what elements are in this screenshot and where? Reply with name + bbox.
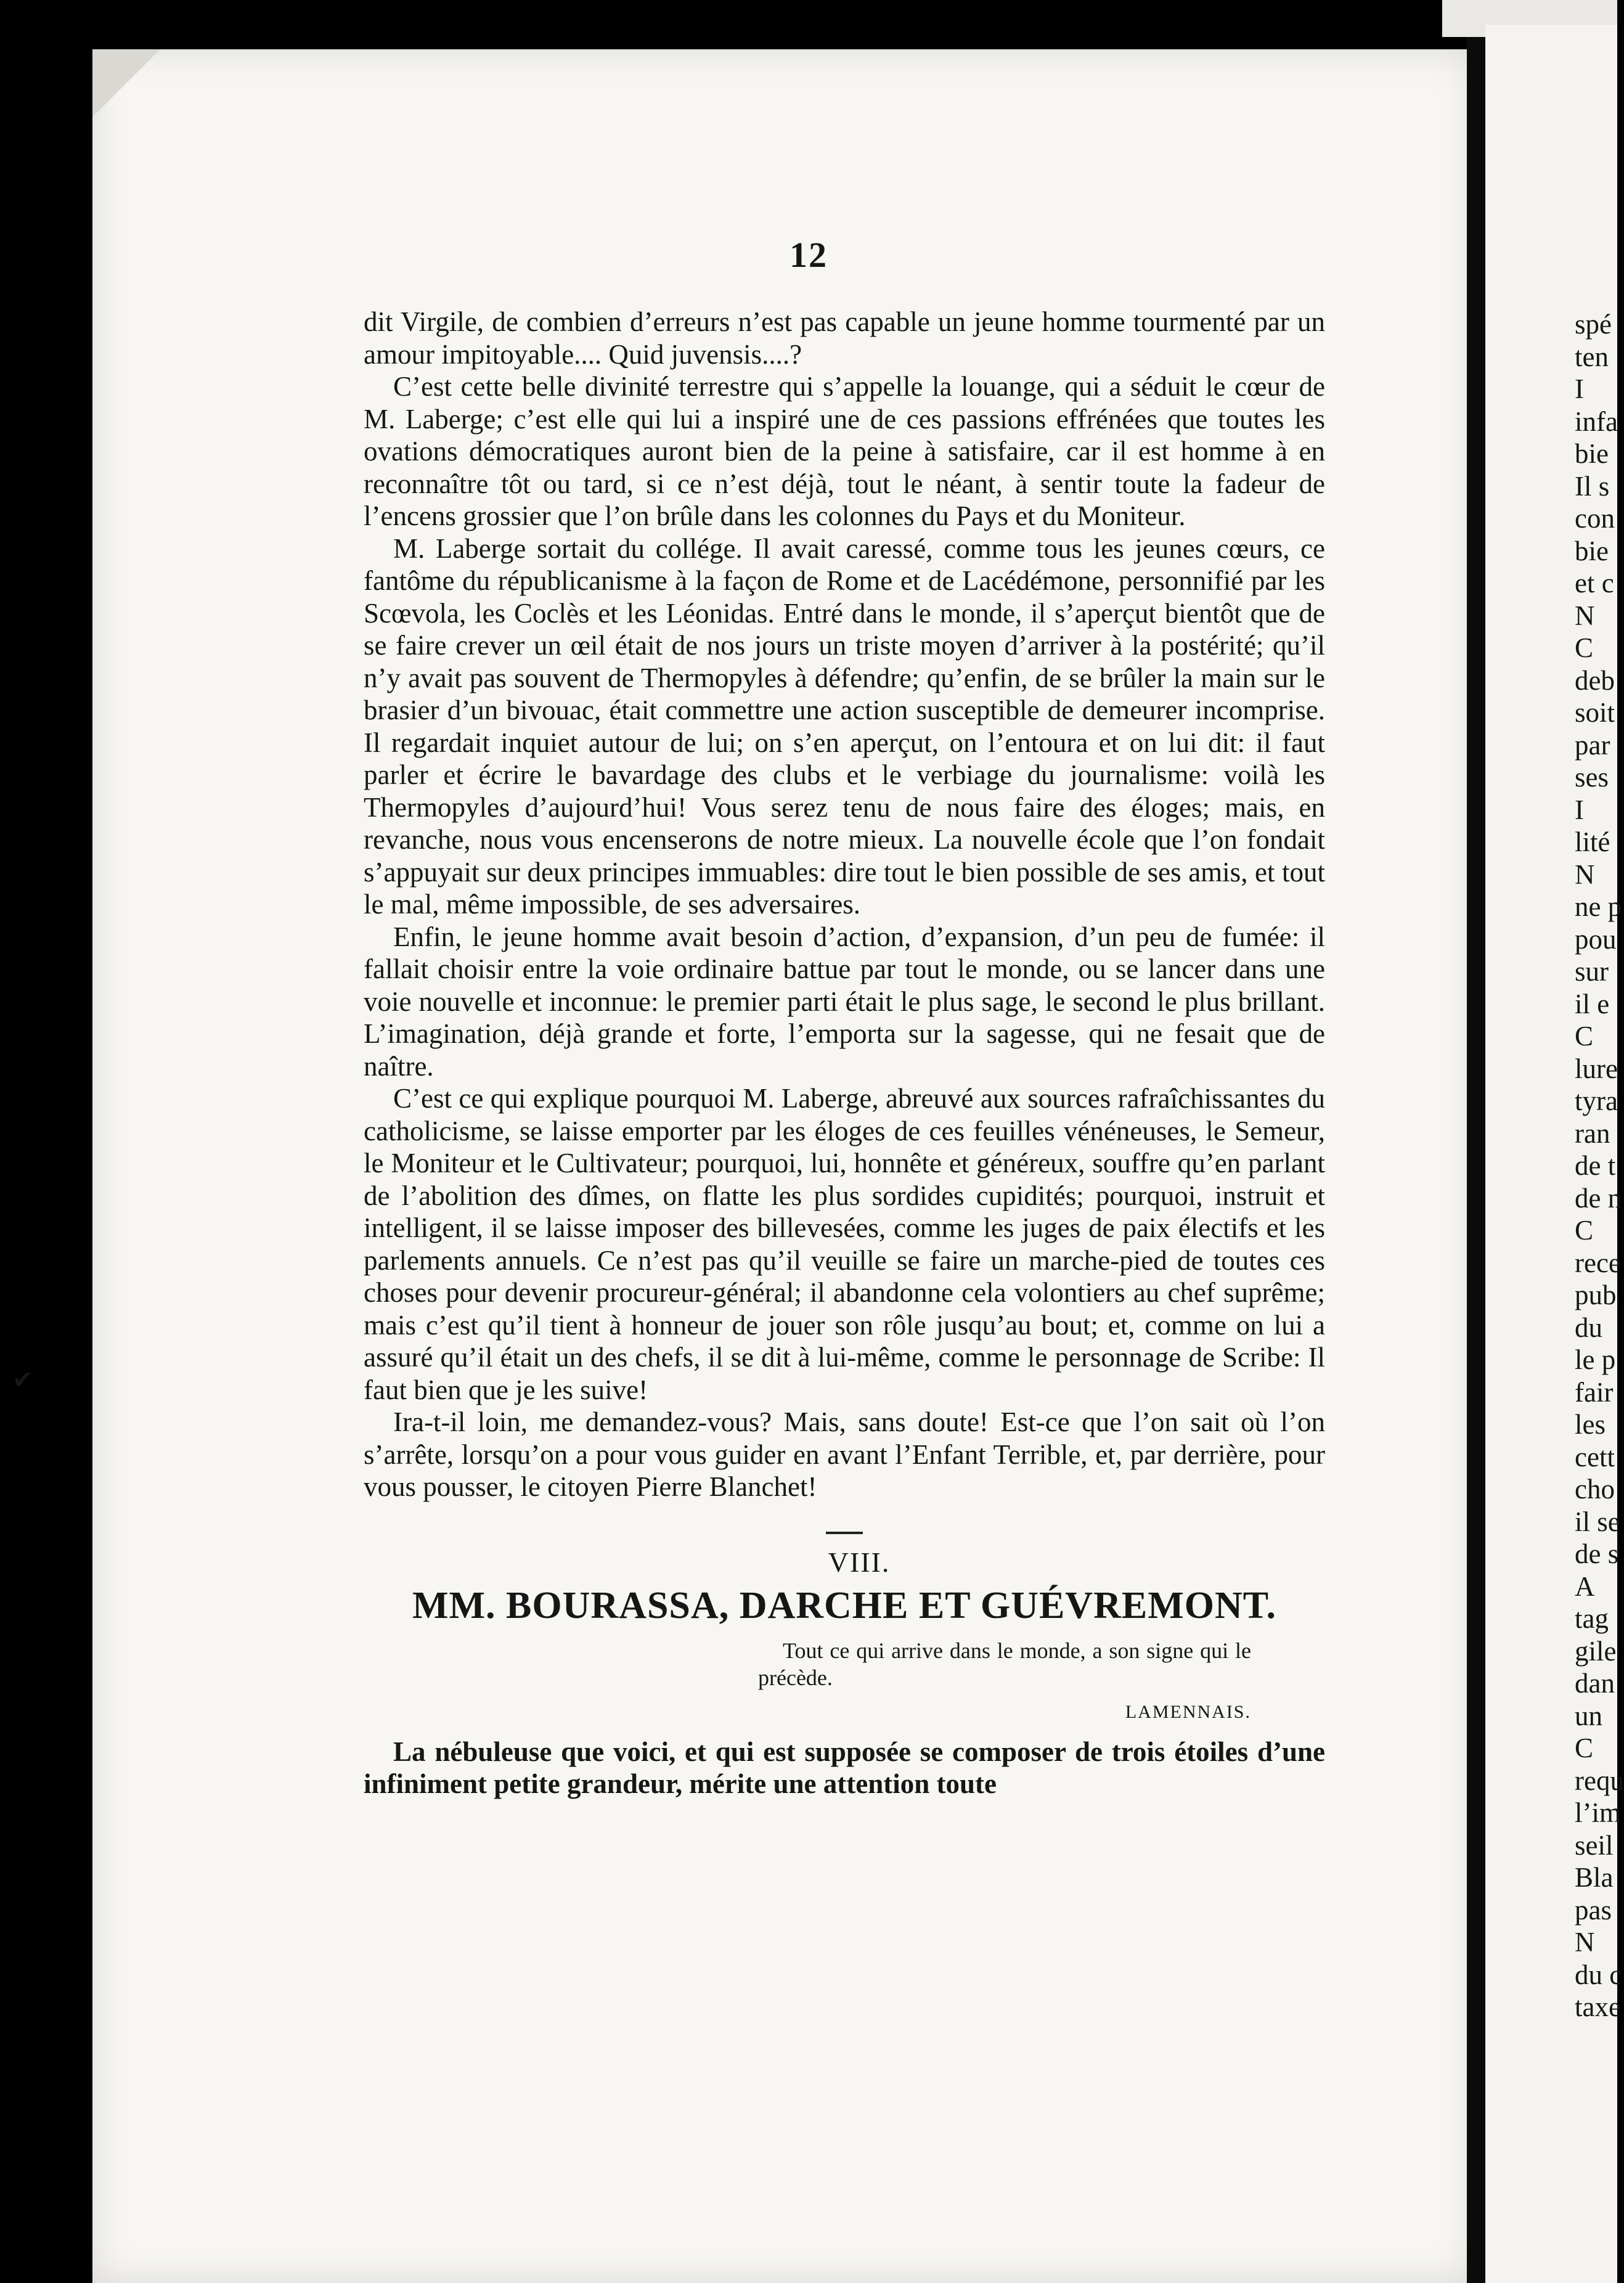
right-page-line-fragment: les xyxy=(1575,1409,1606,1440)
right-page-line-fragment: bie xyxy=(1575,438,1609,469)
epigraph-author: LAMENNAIS. xyxy=(1125,1701,1251,1722)
right-page-line-fragment: ses xyxy=(1575,762,1609,793)
right-page-line-fragment: C xyxy=(1575,1733,1594,1763)
right-page-line-fragment: spé xyxy=(1575,309,1612,340)
right-page-line-fragment: il se xyxy=(1575,1506,1620,1537)
section-number: VIII. xyxy=(828,1546,891,1578)
right-page-line-fragment: N xyxy=(1575,1927,1595,1958)
right-page-line-fragment: N xyxy=(1575,600,1595,631)
right-page-line-fragment: tag xyxy=(1575,1603,1609,1634)
right-page-line-fragment: ran xyxy=(1575,1117,1610,1149)
right-page-line-fragment: par xyxy=(1575,729,1610,761)
right-page-line-fragment: et c xyxy=(1575,568,1614,598)
paragraph: Enfin, le jeune homme avait besoin d’action, d’expansion, d’un peu de fumée: il fallait choisir entre la voie ordinaire battue par tout le monde, ou se lancer dans une voie nouvelle et inconnue: le premier parti était le plus sage, le second le plus brillant. L’imagination, déjà grande et forte, l’emporta sur la sagesse, qui ne fesait que de naître. xyxy=(364,921,1325,1082)
right-page-line-fragment: lure xyxy=(1575,1053,1618,1084)
page-corner-fold xyxy=(92,49,160,117)
right-page-line-fragment: il e xyxy=(1575,988,1610,1019)
right-page-line-fragment: pas xyxy=(1575,1894,1612,1926)
right-page-line-fragment: dan xyxy=(1575,1668,1615,1699)
right-page-line-fragment: du xyxy=(1575,1312,1602,1343)
right-page-line-fragment: N xyxy=(1575,859,1595,890)
right-page-line-fragment: I xyxy=(1575,794,1584,825)
section-title: MM. BOURASSA, DARCHE ET GUÉVREMONT. xyxy=(412,1585,1276,1627)
right-page-line-fragment: rece xyxy=(1575,1247,1621,1278)
right-page-line-fragment: de t xyxy=(1575,1150,1616,1181)
right-page-line-fragment: un xyxy=(1575,1700,1602,1731)
paragraph: M. Laberge sortait du collége. Il avait caressé, comme tous les jeunes cœurs, ce fantôme du républicanisme à la façon de Rome et de Lacédémone, personnifié par les Scœvola, les Coclès et les Léonidas. Entré dans le monde, il s’aperçut bientôt que de se faire crever un œil était de nos jours un triste moyen d’arriver à la postérité; qu’il n’y avait pas souvent de Thermopyles à défendre; qu’enfin, de se brûler la main sur le brasier d’un bivouac, était commettre une action susceptible de demeurer incomprise. Il regardait inquiet autour de lui; on s’en aperçut, on l’entoura et on lui dit: il faut parler et écrire le bavardage des clubs et le verbiage du journalisme: voilà les Thermopyles d’aujourd’hui! Vous serez tenu de nous faire des éloges; mais, en revanche, nous vous encenserons de notre mieux. La nouvelle école que l’on fondait s’appuyait sur deux principes immuables: dire tout le bien possible de ses amis, et tout le mal, même impossible, de ses adversaires. xyxy=(364,533,1325,920)
paragraph: Ira-t-il loin, me demandez-vous? Mais, sans doute! Est-ce que l’on sait où l’on s’arrête, lorsqu’on a pour vous guider en avant l’Enfant Terrible, et, par derrière, pour vous pousser, le citoyen Pierre Blanchet! xyxy=(364,1407,1325,1502)
right-page-line-fragment: Bla xyxy=(1575,1862,1614,1893)
right-page-text-fragments xyxy=(1575,308,1624,2024)
right-page-line-fragment: seil xyxy=(1575,1829,1614,1861)
right-page-line-fragment: C xyxy=(1575,1215,1594,1246)
right-page-line-fragment: gile xyxy=(1575,1635,1617,1667)
right-page-line-fragment: pou xyxy=(1575,923,1617,955)
right-page-line-fragment: du c xyxy=(1575,1959,1622,1990)
right-page-line-fragment: requ xyxy=(1575,1765,1624,1796)
section-divider xyxy=(826,1532,863,1534)
paragraph: C’est ce qui explique pourquoi M. Laberge, abreuvé aux sources rafraîchissantes du catholicisme, se laisse emporter par les éloges de ces feuilles vénéneuses, le Semeur, le Moniteur et le Cultivateur; pourquoi, lui, honnête et généreux, souffre qu’en parlant de l’abolition des dîmes, on flatte les plus sordides cupidités; pourquoi, instruit et intelligent, il se laisse imposer des billevesées, comme les juges de paix électifs et les parlements annuels. Ce n’est pas qu’il veuille se faire un marche-pied de toutes ces choses pour devenir procureur-général; il abandonne cela volontiers au chef suprême; mais c’est qu’il tient à honneur de jouer son rôle jusqu’au bout; et, comme on lui a assuré qu’il était un des chefs, il se dit à lui-même, comme le personnage de Scribe: Il faut bien que je les suive! xyxy=(364,1083,1325,1405)
right-page-line-fragment: A xyxy=(1575,1570,1595,1602)
right-page-line-fragment: cett xyxy=(1575,1441,1615,1472)
right-page-line-fragment: C xyxy=(1575,632,1594,663)
right-page-line-fragment: taxe xyxy=(1575,1991,1621,2022)
right-page-line-fragment: cho xyxy=(1575,1474,1615,1505)
right-page-line-fragment: infa xyxy=(1575,406,1618,437)
right-page-line-fragment: sur xyxy=(1575,956,1609,987)
right-page-line-fragment: fair xyxy=(1575,1376,1614,1408)
page-number: 12 xyxy=(790,235,828,275)
epigraph xyxy=(758,1637,1251,1726)
right-page-line-fragment: tyra xyxy=(1575,1085,1618,1116)
right-page-line-fragment: bie xyxy=(1575,535,1609,566)
right-page-line-fragment: de s xyxy=(1575,1538,1619,1569)
right-page-line-fragment: con xyxy=(1575,503,1615,534)
right-page-line-fragment: le p xyxy=(1575,1344,1616,1375)
right-page-line-fragment: deb xyxy=(1575,664,1615,696)
main-text-column xyxy=(364,306,1325,1800)
closing-paragraph: La nébuleuse que voici, et qui est supposée se composer de trois étoiles d’une infiniment petite grandeur, mérite une attention toute xyxy=(364,1736,1325,1799)
right-page-line-fragment: soit xyxy=(1575,697,1615,728)
right-page-line-fragment: de n xyxy=(1575,1182,1622,1214)
right-page-line-fragment: ne p xyxy=(1575,891,1622,922)
right-page-line-fragment: l’im xyxy=(1575,1797,1621,1828)
right-page-line-fragment: lité xyxy=(1575,827,1610,857)
right-page-line-fragment: C xyxy=(1575,1021,1594,1052)
right-page-line-fragment: pub xyxy=(1575,1280,1617,1310)
epigraph-text: Tout ce qui arrive dans le monde, a son signe qui le précède. xyxy=(758,1638,1251,1690)
right-page-line-fragment: Il s xyxy=(1575,470,1610,502)
paragraph: C’est cette belle divinité terrestre qui s’appelle la louange, qui a séduit le cœur de M. Laberge; c’est elle qui lui a inspiré une de ces passions effrénées que toutes les ovations démocratiques auront bien de la peine à satisfaire, car il est homme à en reconnaître tôt ou tard, si ce n’est déjà, tout le néant, à sentir toute la fadeur de l’encens grossier que l’on brûle dans les colonnes du Pays et du Moniteur. xyxy=(364,371,1325,531)
paragraph: dit Virgile, de combien d’erreurs n’est pas capable un jeune homme tourmenté par un amour impitoyable.... Quid juvensis....? xyxy=(364,306,1325,370)
margin-mark: ✔ xyxy=(12,1366,33,1394)
right-page-line-fragment: I xyxy=(1575,374,1584,404)
right-page-line-fragment: ten xyxy=(1575,341,1609,372)
